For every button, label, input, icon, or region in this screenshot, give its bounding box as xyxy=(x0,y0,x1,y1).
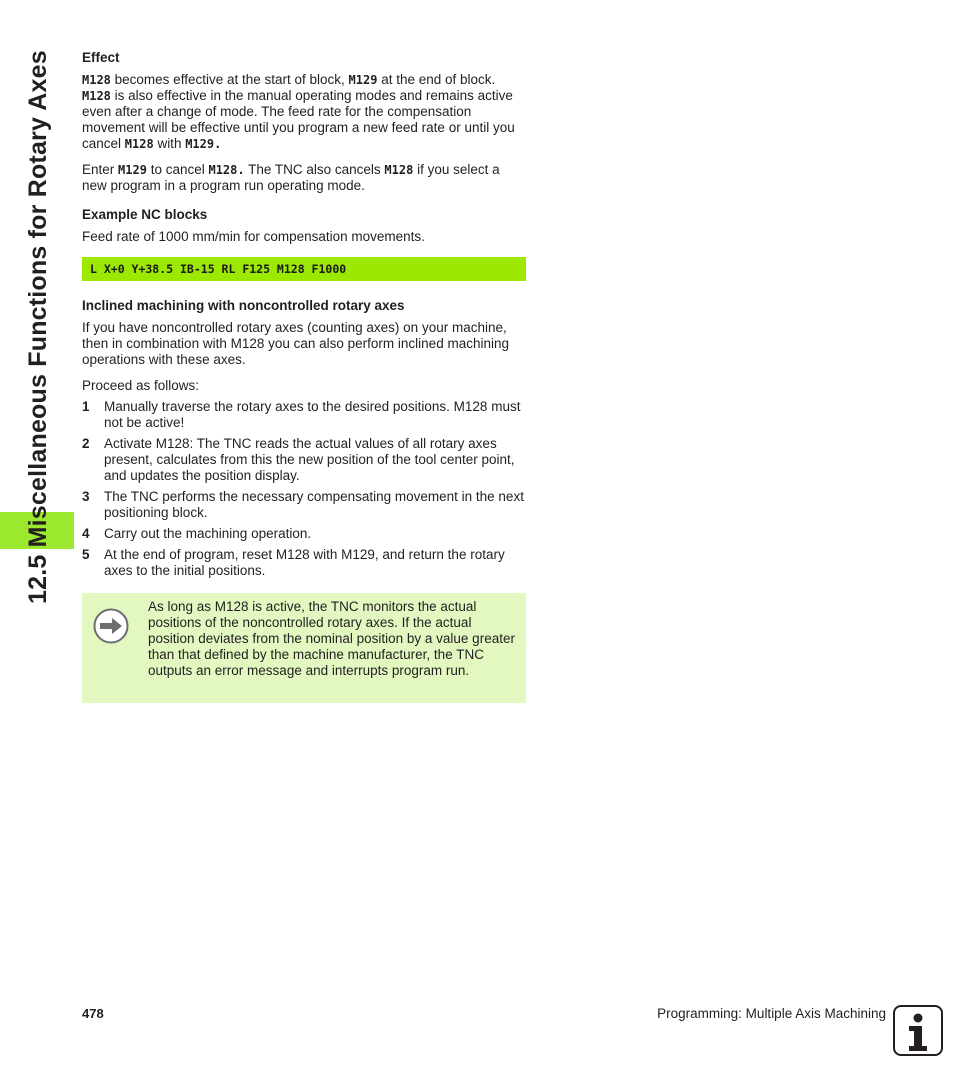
note-box xyxy=(82,593,526,703)
note-text: As long as M128 is active, the TNC monitors the actual positions of the noncontrolled rotary axes. If the actual position deviates from the nominal position by a value greater than that defined by the machine manufacturer, the TNC outputs an error message and interrupts program run. xyxy=(148,599,515,678)
inline-text: The TNC also cancels xyxy=(244,162,385,177)
inclined-heading: Inclined machining with noncontrolled rotary axes xyxy=(82,298,405,313)
inline-code: M128 xyxy=(124,137,154,151)
inclined-intro: If you have noncontrolled rotary axes (counting axes) on your machine, then in combination with M128 you can also perform inclined machining operations with these axes. xyxy=(82,320,509,367)
list-item: 4 Carry out the machining operation. xyxy=(82,526,312,541)
inline-code: M128 xyxy=(384,163,414,177)
inline-code: M129 xyxy=(118,163,147,177)
arrow-right-icon xyxy=(93,608,129,644)
example-heading: Example NC blocks xyxy=(82,207,208,222)
chapter-title: Programming: Multiple Axis Machining xyxy=(657,1006,886,1021)
list-item: 1 Manually traverse the rotary axes to the desired positions. M128 must not be active! xyxy=(82,399,521,430)
effect-heading: Effect xyxy=(82,50,120,65)
list-item: 3 The TNC performs the necessary compensating movement in the next positioning block. xyxy=(82,489,524,520)
inline-text: Enter xyxy=(82,162,119,177)
page-number: 478 xyxy=(82,1006,104,1021)
inline-code: M128 xyxy=(82,73,111,87)
effect-paragraph-1 xyxy=(82,72,524,152)
inline-code: M128. xyxy=(208,163,245,177)
proceed-text: Proceed as follows: xyxy=(82,378,200,393)
steps-list xyxy=(82,399,524,579)
nc-code-block: L X+0 Y+38.5 IB-15 RL F125 M128 F1000 xyxy=(82,257,526,281)
inline-text: to cancel xyxy=(146,162,209,177)
effect-paragraph-2 xyxy=(82,162,524,194)
inline-text: becomes effective at the start of block, xyxy=(110,72,349,87)
inline-text: with xyxy=(153,136,186,151)
inline-text: if you select a new program in a program run operating mode. xyxy=(82,162,500,193)
section-title: 12.5 Miscellaneous Functions for Rotary Axes xyxy=(24,50,52,604)
list-item: 5 At the end of program, reset M128 with M129, and return the rotary axes to the initial positions. xyxy=(82,547,505,578)
example-description: Feed rate of 1000 mm/min for compensation movements. xyxy=(82,229,425,244)
info-icon xyxy=(893,1005,943,1056)
inline-code: M129 xyxy=(348,73,378,87)
page-content xyxy=(82,50,524,579)
list-item: 2 Activate M128: The TNC reads the actual values of all rotary axes present, calculates from this the new position of the tool center point, and updates the position display. xyxy=(82,436,515,483)
inline-text: is also effective in the manual operating modes and remains active even after a change of mode. The feed rate for the compensation movement will be effective until you program a new feed rate or until you cancel xyxy=(82,88,515,151)
inline-code: M128 xyxy=(82,89,111,103)
inline-code: M129. xyxy=(185,137,222,151)
inline-text: at the end of block. xyxy=(377,72,496,87)
